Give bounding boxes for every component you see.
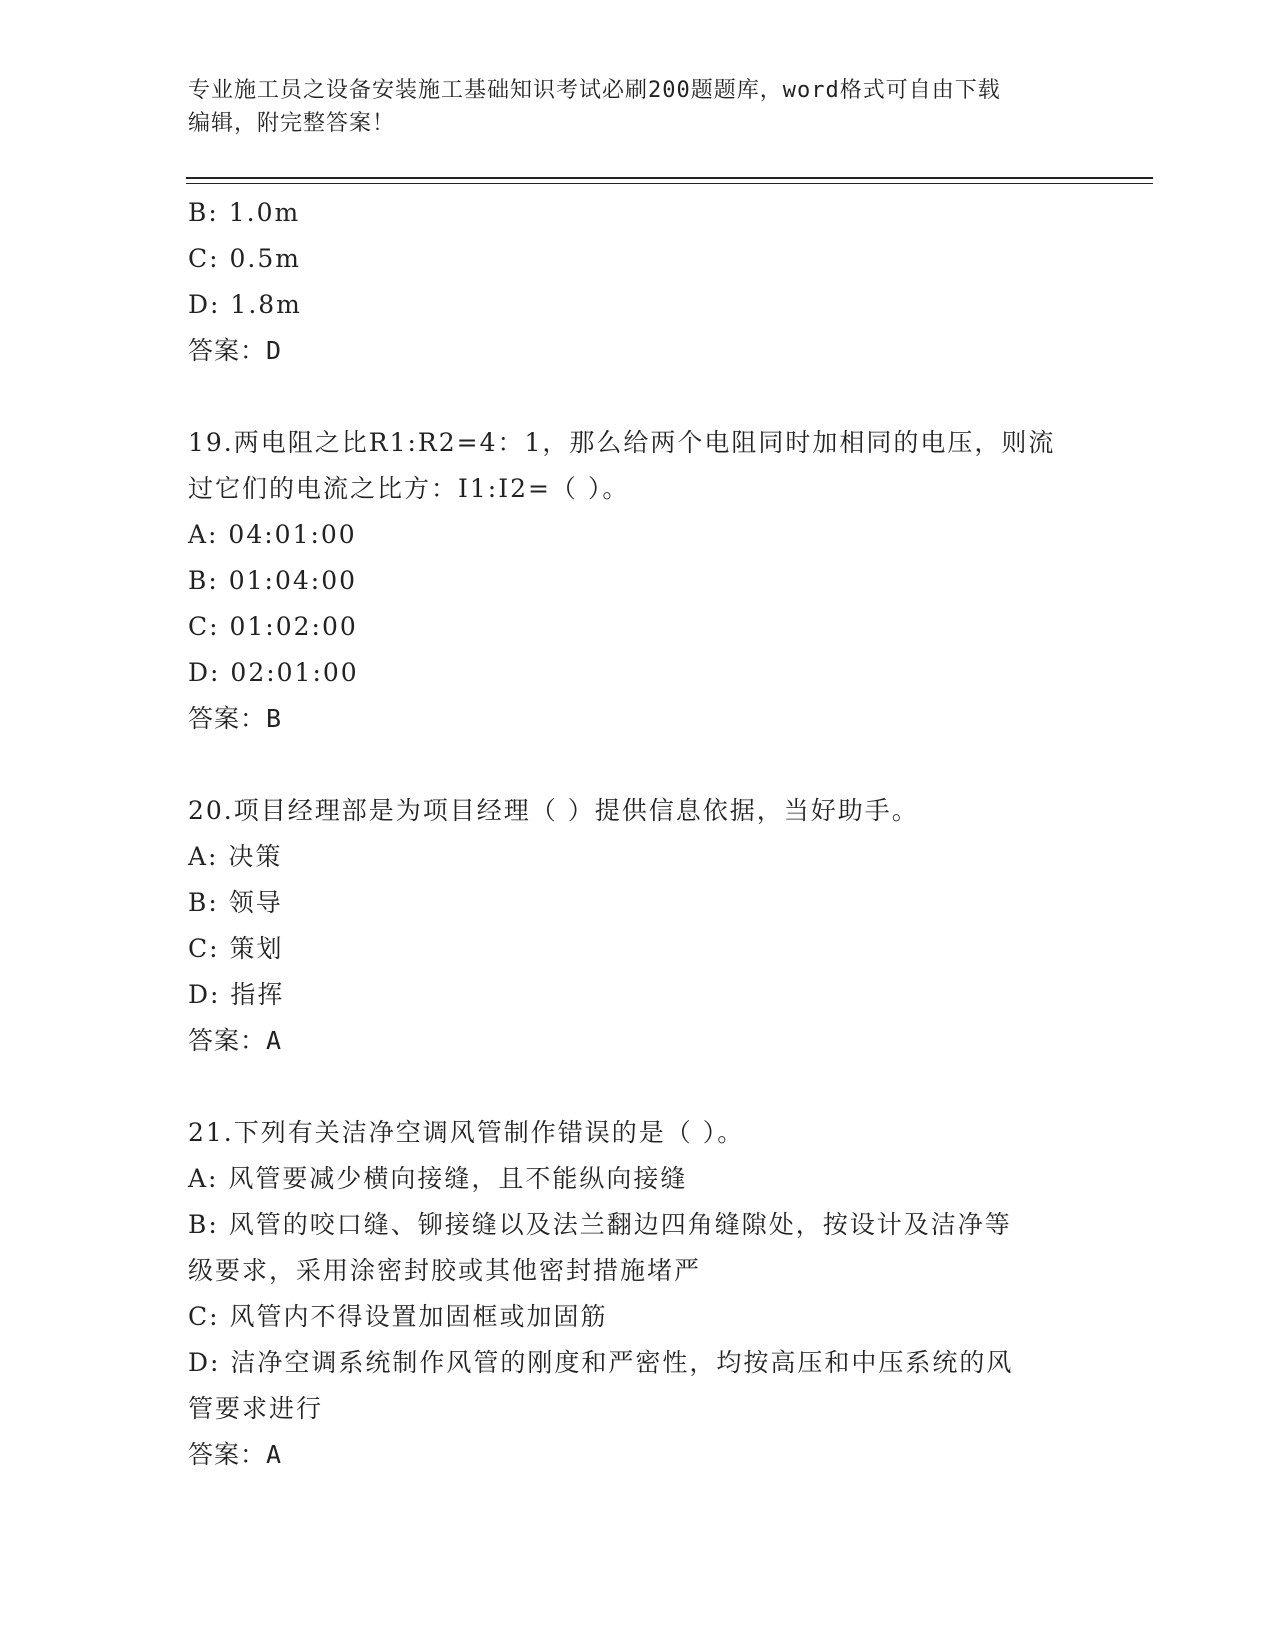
question-stem-line: 20.项目经理部是为项目经理（ ）提供信息依据，当好助手。 (188, 796, 919, 825)
answer-line: 答案：D (188, 336, 283, 365)
option-c: C: 风管内不得设置加固框或加固筋 (188, 1302, 608, 1331)
option-d-continued: 管要求进行 (188, 1394, 324, 1423)
option-b: B: 领导 (188, 888, 283, 917)
document-header (188, 74, 1088, 140)
option-b-continued: 级要求，采用涂密封胶或其他密封措施堵严 (188, 1256, 702, 1285)
option-b: B: 01:04:00 (188, 566, 358, 595)
option-d: D: 洁净空调系统制作风管的刚度和严密性，均按高压和中压系统的风 (188, 1348, 1014, 1377)
question-20 (188, 788, 1088, 1064)
question-19 (188, 420, 1088, 742)
option-a: A: 04:01:00 (188, 520, 357, 549)
option-a: A: 风管要减少横向接缝，且不能纵向接缝 (188, 1164, 688, 1193)
answer-line: 答案：A (188, 1026, 283, 1055)
previous-question-tail (188, 190, 1088, 374)
option-d: D: 指挥 (188, 980, 285, 1009)
question-stem-line: 21.下列有关洁净空调风管制作错误的是（ ）。 (188, 1118, 745, 1147)
document-body (188, 190, 1088, 1478)
option-d: D: 02:01:00 (188, 658, 359, 687)
option-c: C: 01:02:00 (188, 612, 358, 641)
header-divider-thin (186, 183, 1153, 184)
question-21 (188, 1110, 1088, 1478)
header-title-line-2: 编辑，附完整答案！ (188, 111, 396, 136)
option-c: C: 0.5m (188, 244, 301, 273)
header-divider-thick (186, 177, 1153, 179)
option-a: A: 决策 (188, 842, 283, 871)
option-b: B: 1.0m (188, 198, 301, 227)
answer-line: 答案：A (188, 1440, 283, 1469)
answer-line: 答案：B (188, 704, 283, 733)
option-b: B: 风管的咬口缝、铆接缝以及法兰翻边四角缝隙处，按设计及洁净等 (188, 1210, 1012, 1239)
question-stem-line: 19.两电阻之比R1:R2=4：1，那么给两个电阻同时加相同的电压，则流 (188, 428, 1056, 457)
option-d: D: 1.8m (188, 290, 302, 319)
option-c: C: 策划 (188, 934, 284, 963)
question-stem-line: 过它们的电流之比方：I1:I2=（ ）。 (188, 474, 630, 503)
header-title-line-1: 专业施工员之设备安装施工基础知识考试必刷200题题库，word格式可自由下载 (188, 78, 1001, 103)
